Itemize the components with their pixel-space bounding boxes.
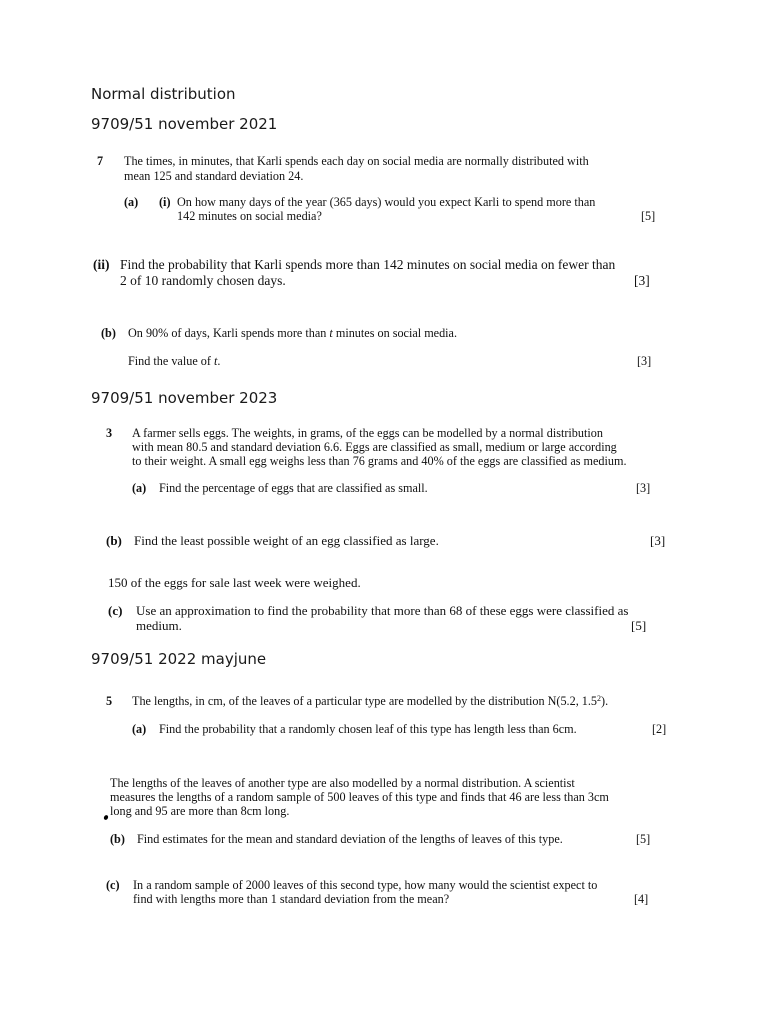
part-label: (b) xyxy=(106,533,122,548)
question-number: 3 xyxy=(106,426,113,440)
page-title: Normal distribution xyxy=(91,85,236,103)
marks: [5] xyxy=(631,618,647,633)
part-text-line: 2 of 10 randomly chosen days. xyxy=(120,273,286,288)
part-label: (c) xyxy=(108,603,123,618)
marks: [2] xyxy=(652,722,667,736)
marks: [3] xyxy=(650,533,666,548)
part-text-line: Find the probability that Karli spends more than 142 minutes on social media on fewer than xyxy=(120,257,616,272)
question-stem-line: The lengths, in cm, of the leaves of a particular type are modelled by the distribution N(5.2, $1.5^2$). xyxy=(132,694,609,708)
part-text-line: Find estimates for the mean and standard deviation of the lengths of leaves of this type. xyxy=(137,832,563,846)
part-text-line: On how many days of the year (365 days) would you expect Karli to spend more than xyxy=(177,195,596,209)
part-text-line: Find the least possible weight of an egg classified as large. xyxy=(134,533,439,548)
subpart-label: (ii) xyxy=(93,257,110,272)
part-label: (b) xyxy=(101,326,116,340)
info-text-line: measures the lengths of a random sample of 500 leaves of this type and finds that 46 are less than 3cm xyxy=(110,790,609,804)
info-text: 150 of the eggs for sale last week were weighed. xyxy=(108,575,361,590)
part-text-line: medium. xyxy=(136,618,182,633)
part-text-line: Find the percentage of eggs that are classified as small. xyxy=(159,481,428,495)
marks: [4] xyxy=(634,892,649,906)
part-text-line: In a random sample of 2000 leaves of this second type, how many would the scientist expect to xyxy=(133,878,598,892)
section-heading-mayjune-2022: 9709/51 2022 mayjune xyxy=(91,650,267,668)
section-heading-nov-2021: 9709/51 november 2021 xyxy=(91,115,278,133)
marks: [3] xyxy=(637,354,652,368)
part-label: (b) xyxy=(110,832,125,846)
part-text-line: Find the probability that a randomly chosen leaf of this type has length less than 6cm. xyxy=(159,722,577,736)
subpart-label: (i) xyxy=(159,195,171,209)
part-label: (a) xyxy=(132,722,147,736)
part-text-line: Use an approximation to find the probability that more than 68 of these eggs were classified as xyxy=(136,603,629,618)
question-number: 7 xyxy=(97,154,104,168)
section-heading-nov-2023: 9709/51 november 2023 xyxy=(91,389,278,407)
marks: [3] xyxy=(636,481,651,495)
question-stem-line: The times, in minutes, that Karli spends each day on social media are normally distributed with xyxy=(124,154,589,168)
info-text-line: long and 95 are more than 8cm long. xyxy=(110,804,290,818)
question-stem-line: A farmer sells eggs. The weights, in grams, of the eggs can be modelled by a normal distribution xyxy=(132,426,603,440)
part-label: (c) xyxy=(106,878,120,892)
part-label: (a) xyxy=(132,481,147,495)
question-stem-line: mean 125 and standard deviation 24. xyxy=(124,169,304,183)
part-text-line: 142 minutes on social media? xyxy=(177,209,322,223)
marks: [5] xyxy=(636,832,651,846)
question-stem-line: to their weight. A small egg weighs less than 76 grams and 40% of the eggs are classified as medium. xyxy=(132,454,627,468)
part-text-line: Find the value of t. xyxy=(128,354,221,368)
question-number: 5 xyxy=(106,694,113,708)
question-stem-line: with mean 80.5 and standard deviation 6.6. Eggs are classified as small, medium or large according xyxy=(132,440,617,454)
part-label: (a) xyxy=(124,195,139,209)
marks: [5] xyxy=(641,209,656,223)
marks: [3] xyxy=(634,273,650,288)
part-text-line: find with lengths more than 1 standard deviation from the mean? xyxy=(133,892,450,906)
info-text-line: The lengths of the leaves of another type are also modelled by a normal distribution. A scientist xyxy=(110,776,575,790)
part-text-line: On 90% of days, Karli spends more than t minutes on social media. xyxy=(128,326,458,340)
ink-dot xyxy=(103,814,109,820)
